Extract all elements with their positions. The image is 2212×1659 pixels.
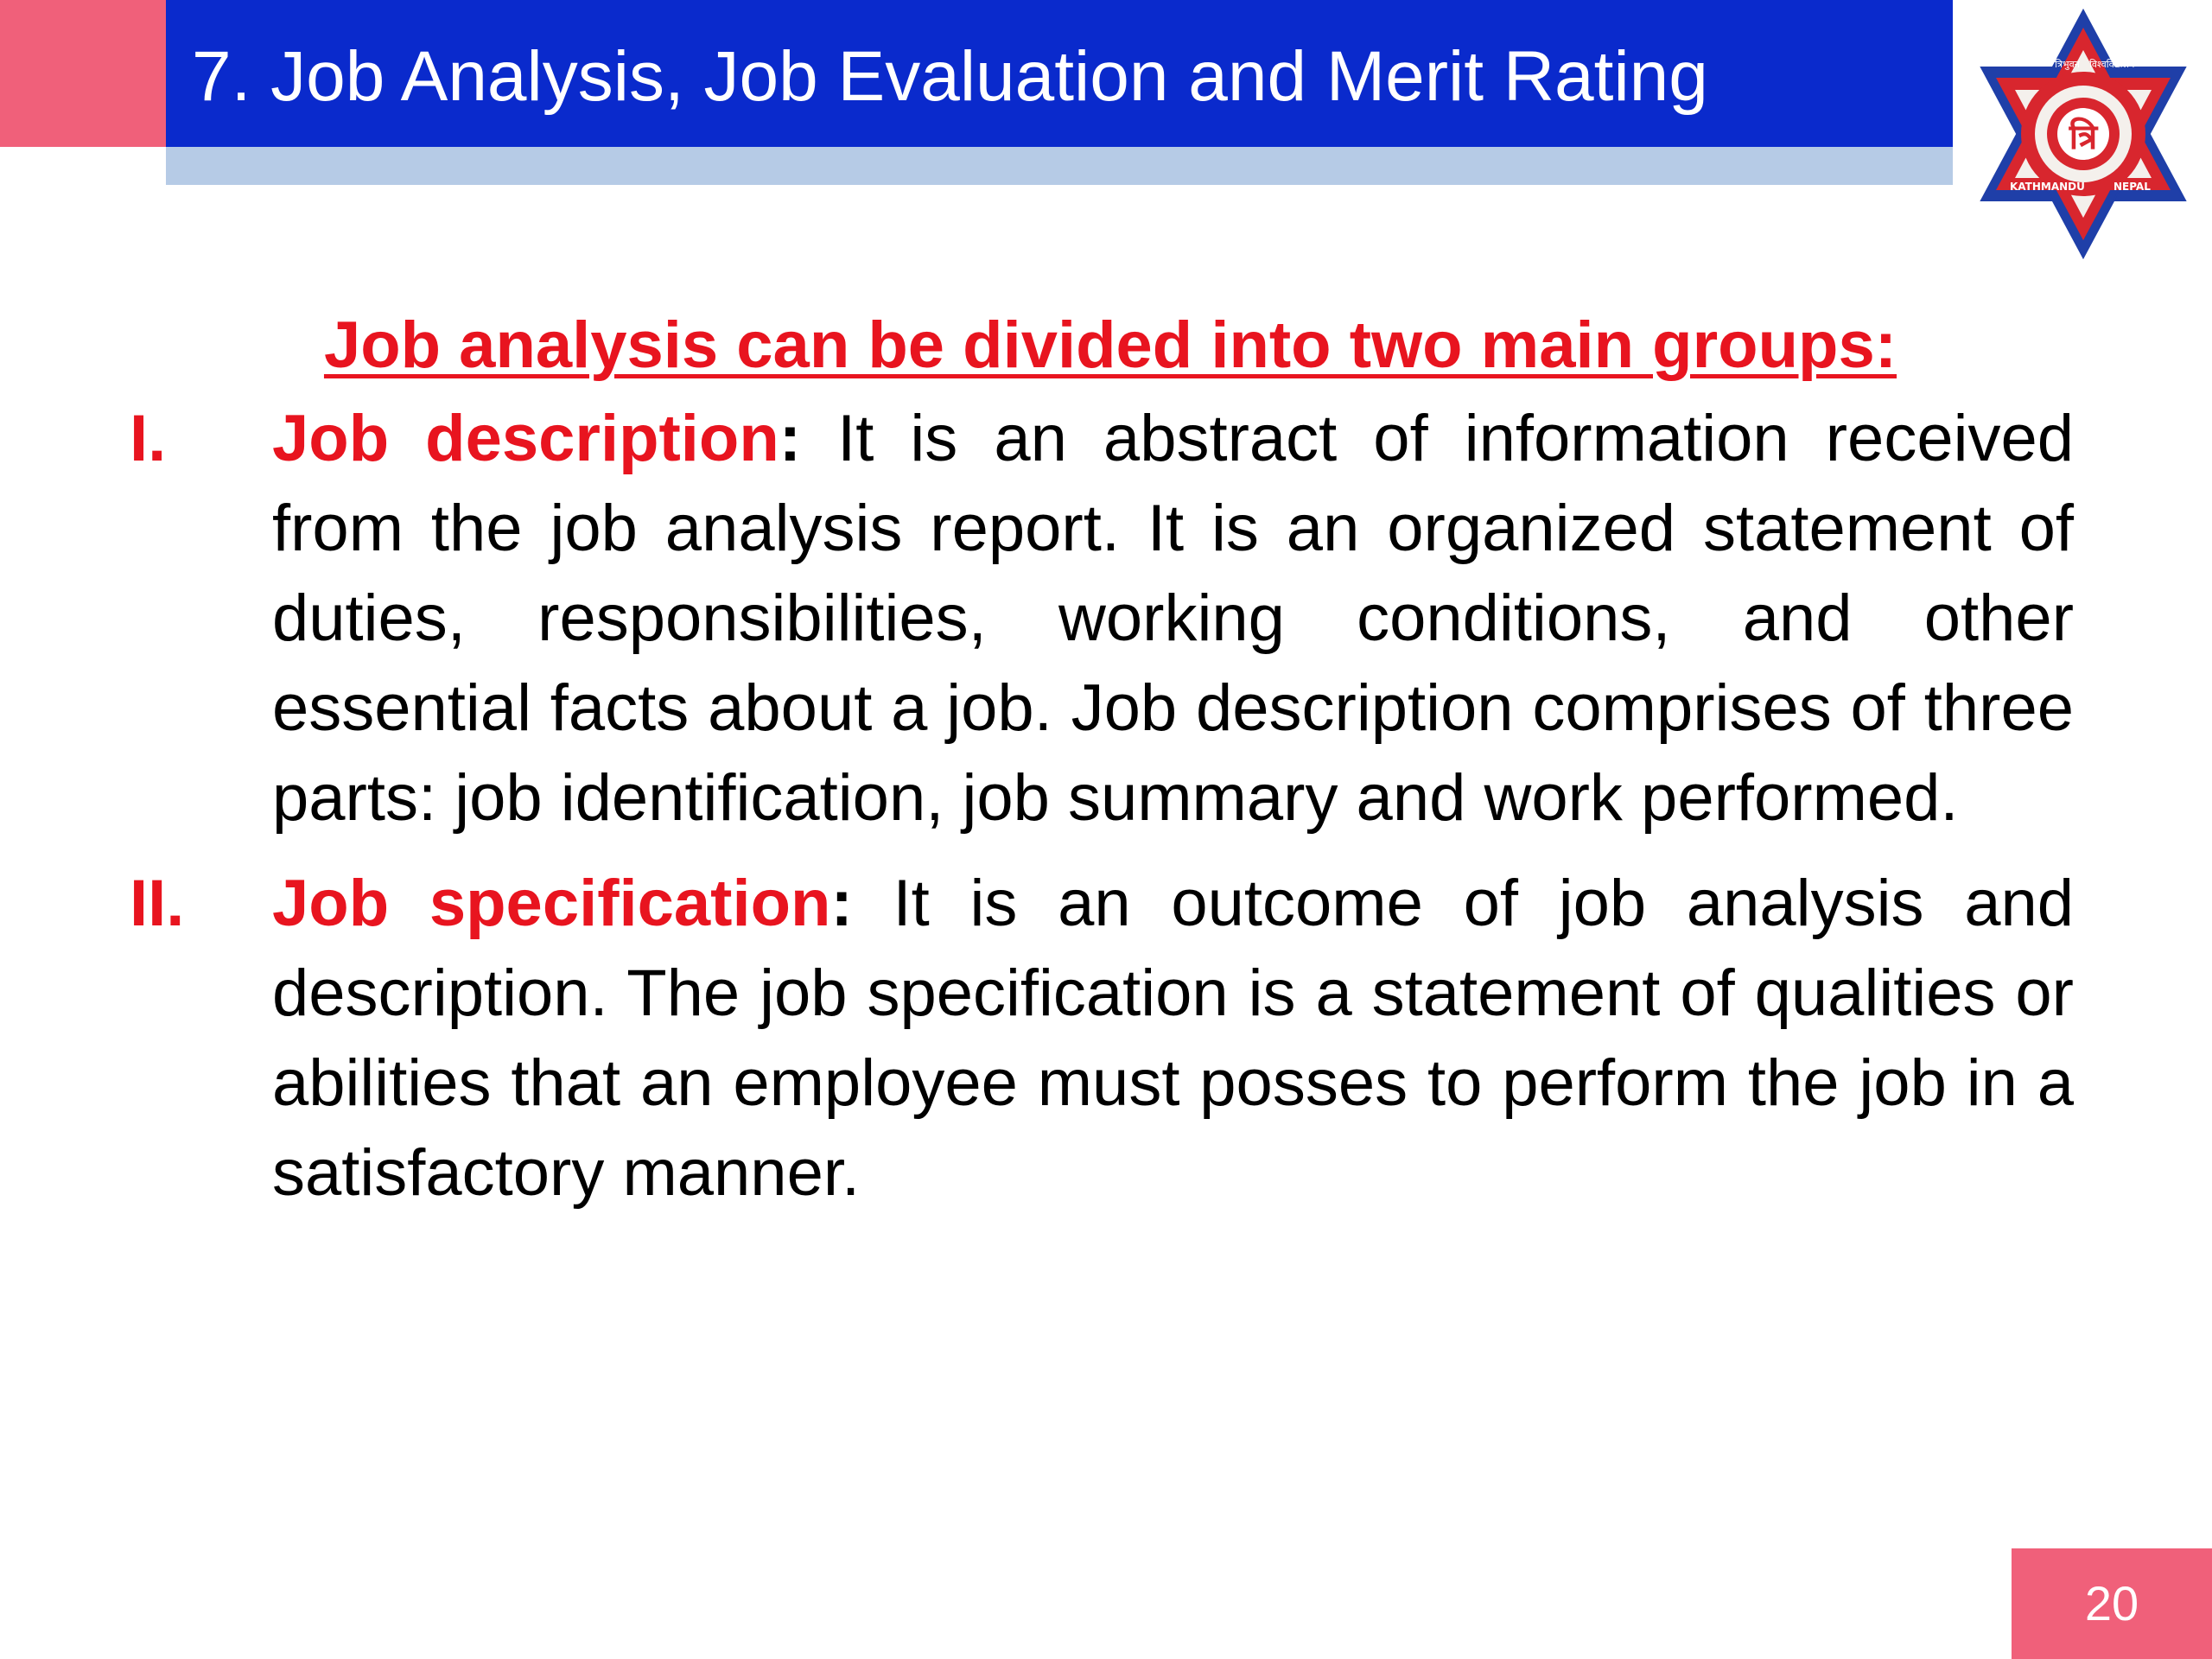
svg-text:विश्वविद्यालय: विश्वविद्यालय — [2089, 59, 2135, 70]
title-bar-shadow — [166, 147, 1953, 185]
slide-title: 7. Job Analysis, Job Evaluation and Merit Rating — [192, 37, 1708, 116]
page-number-box — [2012, 1548, 2212, 1659]
list-item-text: It is an abstract of information received from the job analysis report. It is an organized statement of duties, responsibilities, working conditions, and other essential facts about a job. Job description comprises of three parts: job identification, job summary and work performed. — [272, 402, 2075, 835]
section-heading: Job analysis can be divided into two main groups: — [323, 308, 1897, 382]
list-item-body — [272, 394, 2074, 843]
list-item-colon: : — [779, 402, 802, 475]
list-item-term: Job specification — [272, 867, 831, 940]
tribhuvan-university-logo-icon — [1968, 9, 2198, 259]
svg-text:त्रिभुवन: त्रिभुवन — [2055, 59, 2080, 70]
list-item-numeral: II. — [130, 867, 185, 940]
list-item-numeral: I. — [130, 402, 167, 475]
list-item — [130, 394, 2074, 843]
list-item-body — [272, 859, 2074, 1218]
list-item-text: It is an outcome of job analysis and description. The job specification is a statement of qualities or abilities that an employee must posses to perform the job in a satisfactory manner. — [272, 867, 2074, 1210]
slide-content — [130, 302, 2074, 1234]
list-item-colon: : — [830, 867, 853, 940]
list-item — [130, 859, 2074, 1218]
svg-text:NEPAL: NEPAL — [2113, 181, 2151, 193]
page-number: 20 — [2084, 1576, 2139, 1630]
list-item-term: Job description — [272, 402, 779, 475]
svg-text:त्रि: त्रि — [2069, 118, 2098, 157]
header-accent-block — [0, 0, 166, 147]
svg-text:KATHMANDU: KATHMANDU — [2010, 181, 2085, 193]
